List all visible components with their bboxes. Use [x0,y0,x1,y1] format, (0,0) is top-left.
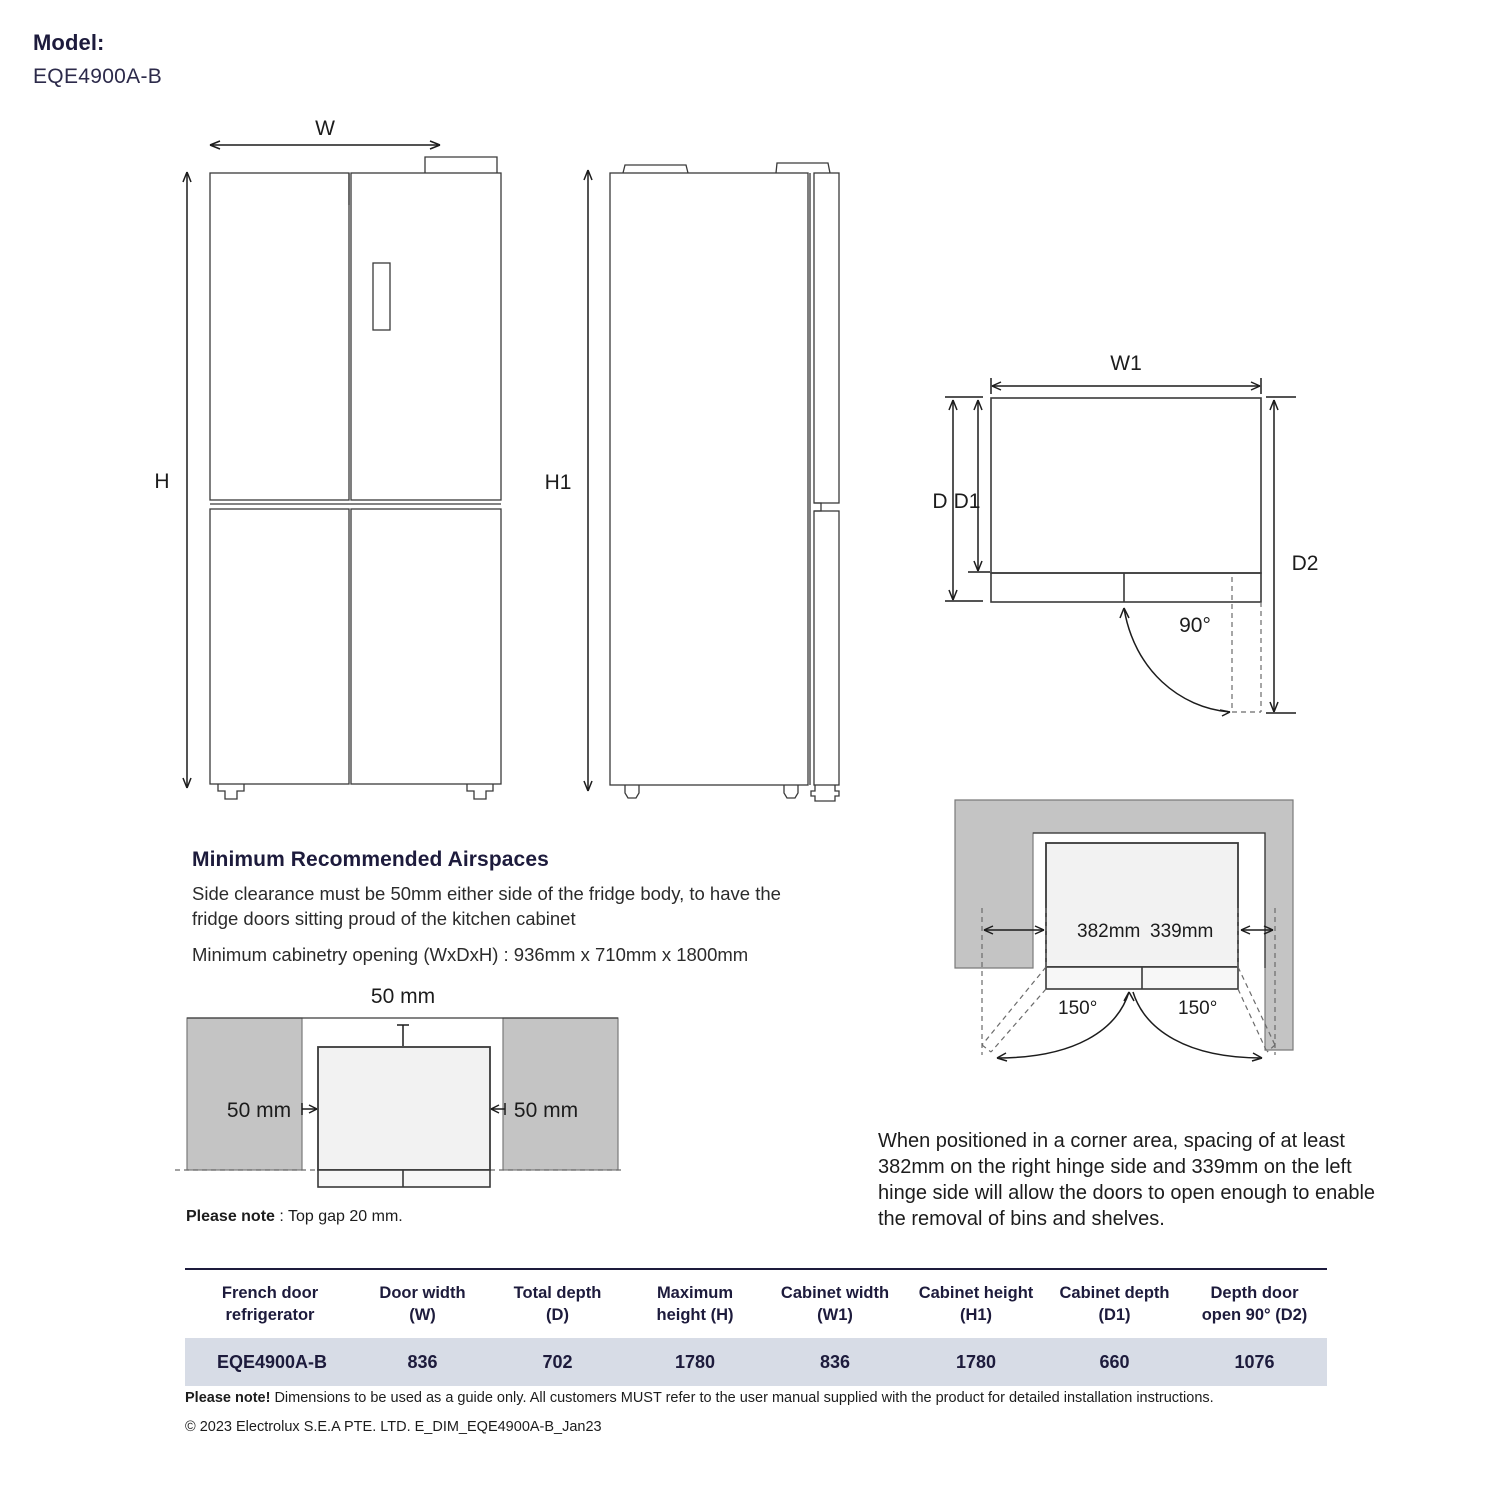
table-header-cell [1182,1269,1327,1338]
table-header-cell [765,1269,905,1338]
table-row [185,1338,1327,1386]
cabinet-height-dimension [584,170,592,791]
front-view-drawing [140,115,540,815]
left-gap-arrow [302,1103,317,1115]
plan-view-d2-label: D2 [1291,552,1319,575]
corner-right-clearance-label: 339mm [1150,921,1214,942]
plan-view-d-label: D [932,490,948,513]
model-value: EQE4900A-B [33,65,163,88]
model-label: Model: [33,30,105,55]
table-cell-cabinet-height: 1780 [905,1338,1047,1386]
height-dimension [183,172,191,788]
right-corner-clearance-arrow [1241,926,1273,934]
width-dimension [210,141,440,149]
table-header-line: open 90° (D2) [1201,1306,1308,1324]
plan-view-d1-label: D1 [953,490,981,513]
front-view-height-label: H [154,470,170,493]
table-header-line: Maximum [656,1284,734,1302]
table-header-line: height (H) [656,1306,734,1324]
top-gap-note-rest: : Top gap 20 mm. [274,1208,403,1225]
table-cell-cabinet-depth: 660 [1047,1338,1182,1386]
table-header-cell [355,1269,490,1338]
plan-view-drawing [900,340,1360,760]
corner-right-angle-label: 150° [1178,998,1218,1019]
table-header-cell [905,1269,1047,1338]
table-cell-cabinet-width: 836 [765,1338,905,1386]
table-cell-total-depth: 702 [490,1338,625,1386]
table-header-line: Cabinet depth [1059,1284,1170,1302]
corner-left-angle-label: 150° [1058,998,1098,1019]
corner-fridge-body [1046,843,1238,967]
table-header-cell [185,1269,355,1338]
table-cell-max-height: 1780 [625,1338,765,1386]
plan-view-w1-label: W1 [1110,352,1142,375]
spec-table [185,1268,1327,1386]
table-header-line: refrigerator [225,1306,315,1324]
table-header-line: (D1) [1098,1306,1131,1324]
footer-note-rest: Dimensions to be used as a guide only. All customers MUST refer to the user manual supplied with the product for detailed installation instructions. [270,1390,1214,1406]
left-cabinet-block [187,1018,302,1170]
table-header-line: Depth door [1210,1284,1299,1302]
table-header-line: (W) [409,1306,436,1324]
front-view-width-label: W [315,117,335,140]
footer-copyright: © 2023 Electrolux S.E.A PTE. LTD. E_DIM_EQE4900A-B_Jan23 [185,1419,602,1435]
left-clearance-label: 50 mm [226,1099,292,1122]
footer-note-bold: Please note! [185,1390,271,1406]
table-header-line: (D) [546,1306,569,1324]
top-gap-note-bold: Please note [186,1208,275,1225]
w1-dimension [991,378,1261,394]
table-header-line: Door width [379,1284,466,1302]
clearance-diagram [175,975,625,1205]
table-header-line: Cabinet width [780,1284,890,1302]
top-gap-arrow [397,1025,409,1046]
table-cell-model: EQE4900A-B [185,1338,355,1386]
right-cabinet-block [503,1018,618,1170]
footer [185,1388,1385,1437]
table-header-line: French door [221,1284,319,1302]
table-header-line: (H1) [959,1306,993,1324]
table-header-cell [1047,1269,1182,1338]
table-header-line: Total depth [513,1284,602,1302]
airspaces-paragraph-1: Side clearance must be 50mm either side of the fridge body, to have the fridge doors sitting proud of the kitchen cabinet [192,883,781,929]
table-header-cell [490,1269,625,1338]
right-clearance-label: 50 mm [513,1099,579,1122]
corner-left-clearance-label: 382mm [1077,921,1141,942]
plan-view-angle-label: 90° [1179,614,1211,637]
table-header-line: (W1) [817,1306,853,1324]
table-cell-depth-door-open: 1076 [1182,1338,1327,1386]
table-header-row [185,1269,1327,1338]
top-gap-note [186,1208,403,1226]
footer-note [185,1388,1385,1408]
model-block [33,32,162,87]
table-header-line: Cabinet height [918,1284,1034,1302]
fridge-body-plan [318,1047,490,1170]
side-view-drawing [540,115,870,815]
side-view-height-label: H1 [544,471,572,494]
airspaces-paragraph-2: Minimum cabinetry opening (WxDxH) : 936mm x 710mm x 1800mm [192,944,749,965]
d1-dimension [968,400,990,572]
corner-diagram [945,790,1365,1090]
table-cell-door-width: 836 [355,1338,490,1386]
top-clearance-label: 50 mm [370,985,436,1008]
table-header-cell [625,1269,765,1338]
corner-paragraph: When positioned in a corner area, spacing of at least 382mm on the right hinge side and 339mm on the left hinge side will allow the doors to open enough to enable the removal of bins and shelves. [878,1130,1376,1230]
airspaces-title: Minimum Recommended Airspaces [192,848,549,871]
